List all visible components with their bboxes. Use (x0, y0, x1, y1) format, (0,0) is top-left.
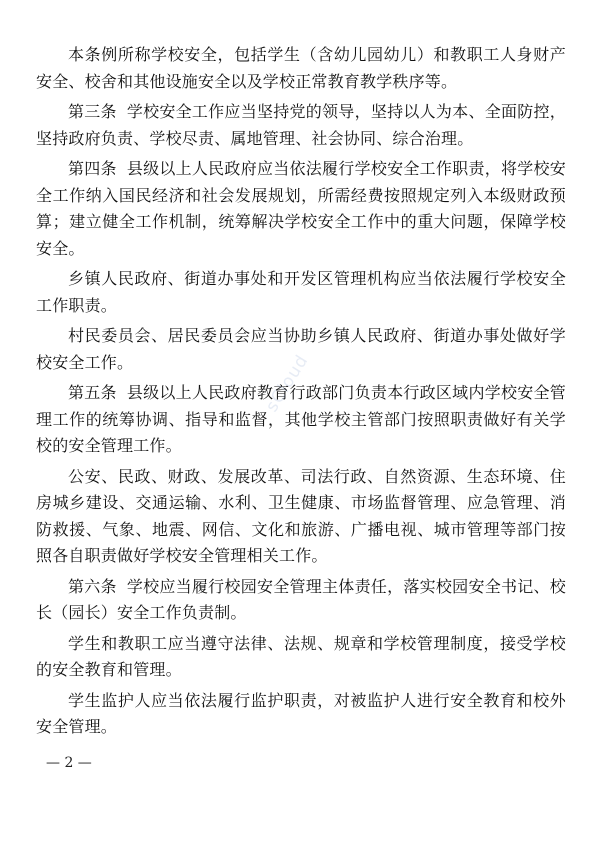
watermark: sCloud (262, 351, 313, 416)
paragraph-departments (36, 464, 566, 570)
article-number: 第三条 (68, 102, 117, 121)
paragraph-text: 学校应当履行校园安全管理主体责任，落实校园安全书记、校长（园长）安全工作负责制。 (36, 576, 566, 622)
paragraph-text: 学生和教职工应当遵守法律、法规、规章和学校管理制度，接受学校的安全教育和管理。 (36, 633, 566, 679)
paragraph-committee-duties (36, 323, 566, 376)
article-number: 第五条 (68, 383, 117, 402)
paragraph-guardians (36, 688, 566, 741)
paragraph-text: 县级以上人民政府应当依法履行学校安全工作职责，将学校安全工作纳入国民经济和社会发展规划，所需经费按照规定列入本级财政预算；建立健全工作机制，统筹解决学校安全工作中的重大问题，保障学校安全。 (36, 159, 566, 258)
paragraph-text: 公安、民政、财政、发展改革、司法行政、自然资源、生态环境、住房城乡建设、交通运输、水利、卫生健康、市场监督管理、应急管理、消防救援、气象、地震、网信、文化和旅游、广播电视、城市管理等部门按照各自职责做好学校安全管理相关工作。 (36, 466, 566, 565)
paragraph-text: 本条例所称学校安全，包括学生（含幼儿园幼儿）和教职工人身财产安全、校舍和其他设施安全以及学校正常教育教学秩序等。 (36, 45, 566, 91)
paragraph-text: 村民委员会、居民委员会应当协助乡镇人民政府、街道办事处做好学校安全工作。 (36, 326, 566, 372)
article-number: 第六条 (68, 576, 117, 596)
paragraph-scope (36, 42, 566, 95)
document-body (36, 42, 566, 745)
paragraph-article-3 (36, 99, 566, 152)
paragraph-text: 学生监护人应当依法履行监护职责，对被监护人进行安全教育和校外安全管理。 (36, 690, 566, 736)
paragraph-text: 学校安全工作应当坚持党的领导，坚持以人为本、全面防控，坚持政府负责、学校尽责、属地管理、社会协同、综合治理。 (36, 102, 566, 148)
paragraph-text: 乡镇人民政府、街道办事处和开发区管理机构应当依法履行学校安全工作职责。 (36, 269, 566, 315)
paragraph-article-6 (36, 574, 566, 627)
paragraph-township-duties (36, 266, 566, 319)
page-number: — 2 — (46, 755, 92, 771)
paragraph-article-4 (36, 156, 566, 262)
paragraph-text: 县级以上人民政府教育行政部门负责本行政区域内学校安全管理工作的统筹协调、指导和监督，其他学校主管部门按照职责做好有关学校的安全管理工作。 (36, 383, 566, 455)
paragraph-article-5 (36, 380, 566, 460)
paragraph-students-staff (36, 631, 566, 684)
article-number: 第四条 (68, 159, 117, 178)
